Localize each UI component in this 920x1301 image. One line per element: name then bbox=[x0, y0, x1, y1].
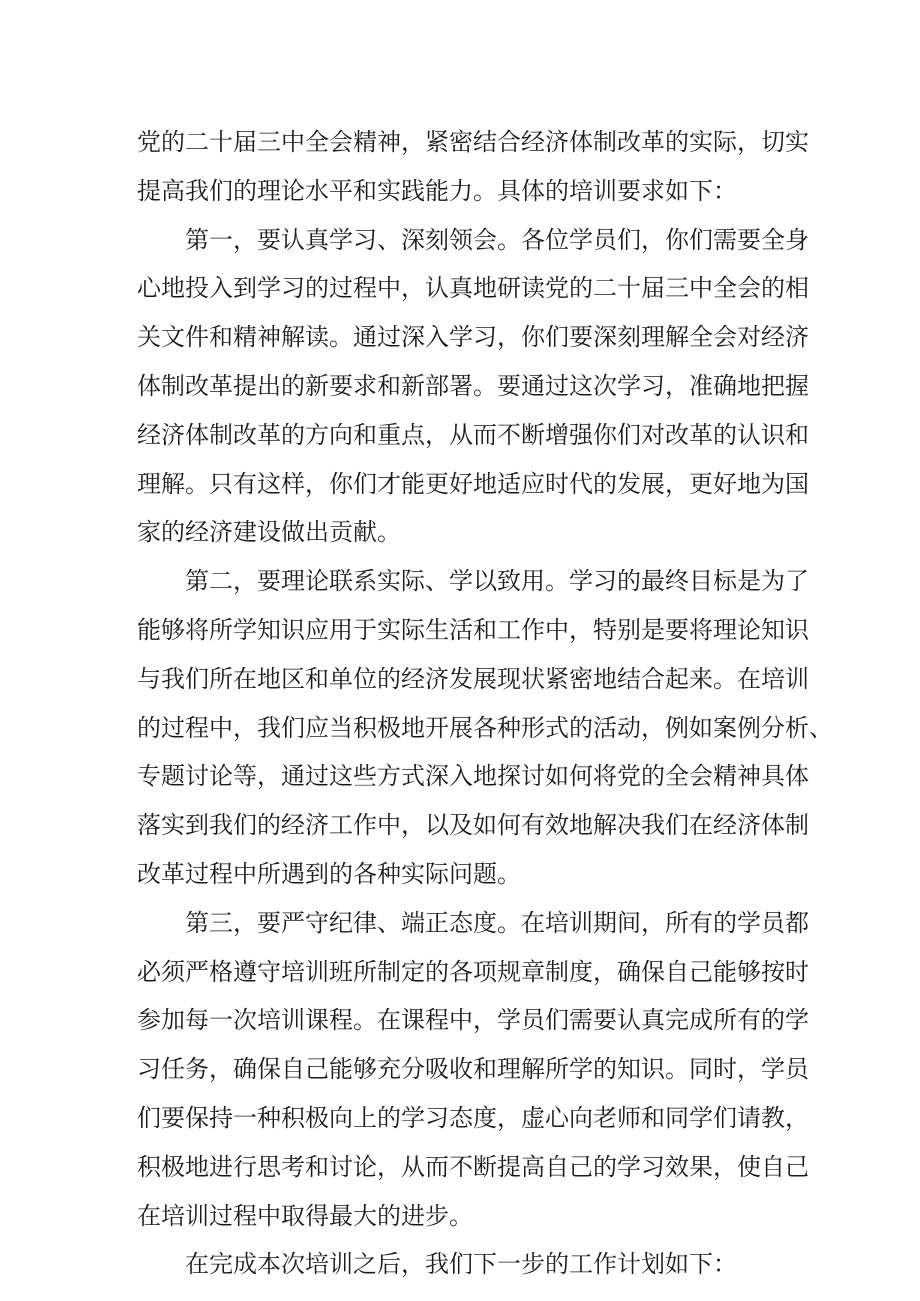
document-body bbox=[137, 118, 833, 1289]
paragraph bbox=[137, 216, 809, 558]
text-line: 习任务，确保自己能够充分吸收和理解所学的知识。同时，学员 bbox=[137, 1055, 809, 1084]
text-line: 第二，要理论联系实际、学以致用。学习的最终目标是为了 bbox=[185, 567, 809, 596]
text-line: 在完成本次培训之后，我们下一步的工作计划如下： bbox=[185, 1250, 737, 1279]
text-line: 积极地进行思考和讨论，从而不断提高自己的学习效果，使自己 bbox=[137, 1152, 809, 1181]
text-line: 在培训过程中取得最大的进步。 bbox=[137, 1201, 473, 1230]
text-line: 体制改革提出的新要求和新部署。要通过这次学习，准确地把握 bbox=[137, 371, 809, 400]
paragraph bbox=[137, 899, 809, 1241]
text-line: 提高我们的理论水平和实践能力。具体的培训要求如下： bbox=[137, 176, 737, 205]
text-line: 理解。只有这样，你们才能更好地适应时代的发展，更好地为国 bbox=[137, 469, 809, 498]
paragraph bbox=[137, 1240, 797, 1289]
text-line: 心地投入到学习的过程中，认真地研读党的二十届三中全会的相 bbox=[137, 274, 809, 303]
paragraph bbox=[137, 557, 833, 899]
text-line: 与我们所在地区和单位的经济发展现状紧密地结合起来。在培训 bbox=[137, 664, 809, 693]
text-line: 参加每一次培训课程。在课程中，学员们需要认真完成所有的学 bbox=[137, 1006, 809, 1035]
text-line: 专题讨论等，通过这些方式深入地探讨如何将党的全会精神具体 bbox=[137, 762, 809, 791]
text-line: 落实到我们的经济工作中，以及如何有效地解决我们在经济体制 bbox=[137, 811, 809, 840]
text-line: 必须严格遵守培训班所制定的各项规章制度，确保自己能够按时 bbox=[137, 957, 809, 986]
text-line: 们要保持一种积极向上的学习态度，虚心向老师和同学们请教， bbox=[137, 1103, 809, 1132]
text-line: 家的经济建设做出贡献。 bbox=[137, 518, 401, 547]
text-line: 党的二十届三中全会精神，紧密结合经济体制改革的实际，切实 bbox=[137, 128, 809, 156]
paragraph bbox=[137, 118, 809, 216]
text-line: 经济体制改革的方向和重点，从而不断增强你们对改革的认识和 bbox=[137, 420, 809, 449]
text-line: 改革过程中所遇到的各种实际问题。 bbox=[137, 859, 521, 888]
text-line: 第三，要严守纪律、端正态度。在培训期间，所有的学员都 bbox=[185, 908, 809, 937]
text-line: 的过程中，我们应当积极地开展各种形式的活动，例如案例分析、 bbox=[137, 713, 833, 742]
text-line: 第一，要认真学习、深刻领会。各位学员们，你们需要全身 bbox=[185, 225, 809, 254]
text-line: 关文件和精神解读。通过深入学习，你们要深刻理解全会对经济 bbox=[137, 323, 809, 352]
text-line: 能够将所学知识应用于实际生活和工作中，特别是要将理论知识 bbox=[137, 615, 809, 644]
